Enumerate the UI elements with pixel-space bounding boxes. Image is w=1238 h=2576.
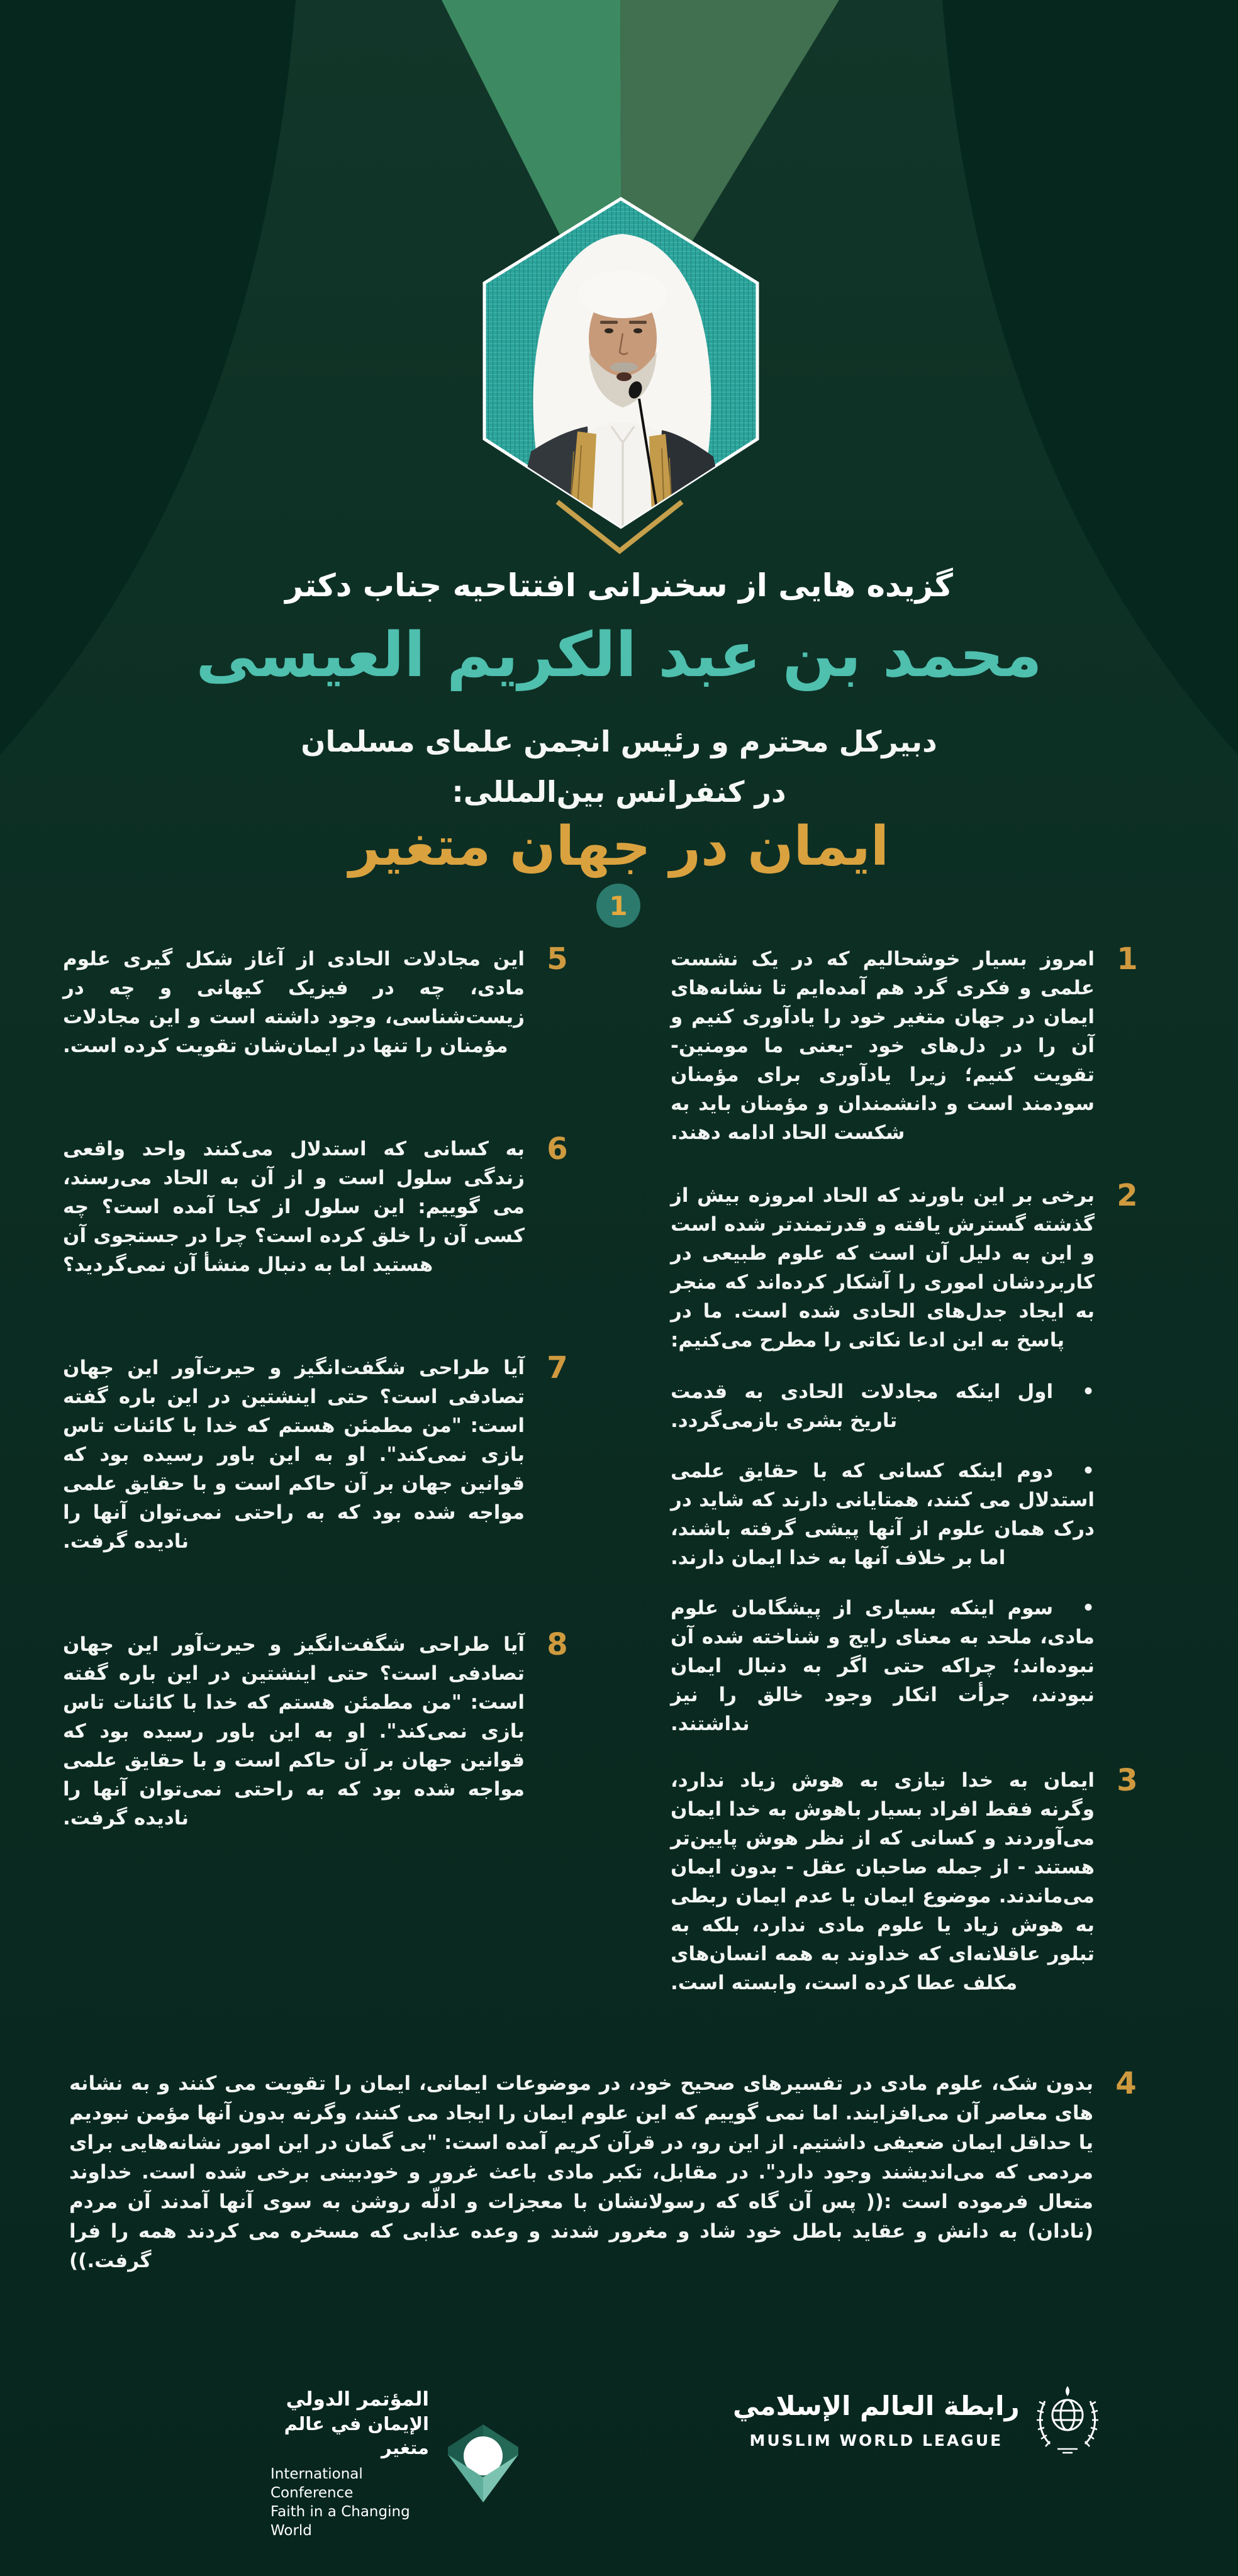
conference-logo-arabic-1: المؤتمر الدولي <box>286 2388 429 2411</box>
paragraph-6 <box>63 1131 574 1279</box>
paragraph-text: آیا طراحی شگفت‌انگیز و حیرت‌آور این جهان تصادفی است؟ حتی اینشتین در این باره گفته است: "من مطمئن هستم که خدا با کائنات تاس بازی نمی‌کند". او به این باور رسیده بود که قوانین جهان بر آن حاکم است و با حقایق علمی مواجه شده بود که به راحتی نمی‌توان آنها را نادیده گرفت. <box>63 1357 525 1553</box>
bullet-text: دوم اینکه کسانی که با حقایق علمی استدلال می کنند، همتایانی دارند که شاید در درک همان علوم از آنها پیشی گرفته باشند، اما بر خلاف آنها به خدا ایمان دارند. <box>671 1460 1095 1569</box>
paragraph-text: آیا طراحی شگفت‌انگیز و حیرت‌آور این جهان تصادفی است؟ حتی اینشتین در این باره گفته است: "من مطمئن هستم که خدا با کائنات تاس بازی نمی‌کند". او به این باور رسیده بود که قوانین جهان بر آن حاکم است و با حقایق علمی مواجه شده بود که به راحتی نمی‌توان آنها را نادیده گرفت. <box>63 1633 525 1829</box>
paragraph-8 <box>63 1627 574 1833</box>
paragraph-7 <box>63 1350 574 1556</box>
mwl-arabic-calligraphy: رابطة العالم الإسلامي <box>733 2390 1020 2421</box>
conference-title: ایمان در جهان متغیر <box>349 815 889 878</box>
bullet-item-2 <box>671 1457 1144 1572</box>
bullet-text: اول اینکه مجادلات الحادی به قدمت تاریخ بشری بازمی‌گردد. <box>671 1380 1054 1432</box>
bullet-icon: • <box>1082 1380 1095 1403</box>
kicker-line: گزیده هایی از سخنرانی افتتاحیه جناب دکتر <box>285 567 953 604</box>
paragraph-3 <box>671 1763 1144 1997</box>
paragraph-number: 8 <box>547 1627 568 1662</box>
slide-number: 1 <box>609 890 628 921</box>
conference-logo-english-1: International Conference <box>270 2466 363 2501</box>
paragraph-number: 7 <box>547 1350 568 1385</box>
paragraph-5 <box>63 941 574 1060</box>
paragraph-number: 2 <box>1117 1178 1138 1213</box>
paragraph-text: برخی بر این باورند که الحاد امروزه بیش از گذشته گسترش یافته و قدرتمندتر شده است و این به دلیل آن است که علوم طبیعی در کاربردشان اموری را آشکار کرده‌اند که منجر به ایجاد جدل‌های الحادی شده است. ما در پاسخ به این ادعا نکاتی را مطرح می‌کنیم: <box>671 1184 1095 1352</box>
paragraph-2 <box>671 1178 1144 1355</box>
paragraph-text: ایمان به خدا نیازی به هوش زیاد ندارد، وگرنه فقط افراد بسیار باهوش به خدا ایمان می‌آوردند و کسانی که از نظر هوش پایین‌تر هستند - از جمله صاحبان عقل - بدون ایمان می‌ماندند. موضوع ایمان یا عدم ایمان ربطی به هوش زیاد یا علوم مادی ندارد، بلکه به تبلور عاقلانه‌ای که خداوند به همه انسان‌های مکلف عطا کرده است، وابسته است. <box>671 1769 1095 1994</box>
conference-logo-english-2: Faith in a Changing World <box>270 2504 410 2539</box>
conference-logo-arabic-2: الإيمان في عالم متغير <box>284 2413 429 2458</box>
teal-gem-icon <box>445 2422 521 2505</box>
chevron-down-icon <box>552 498 687 556</box>
bullet-text: سوم اینکه بسیاری از پیشگامان علوم مادی، ملحد به معنای رایج و شناخته شده آن نبوده‌اند؛ چراکه حتی اگر به دنبال ایمان نبودند، جرأت انکار وجود خالق را نیز نداشتند. <box>671 1597 1095 1735</box>
mwl-english-name: MUSLIM WORLD LEAGUE <box>749 2431 1003 2450</box>
speaker-role-line2: در کنفرانس بین‌المللی: <box>452 775 786 809</box>
column-left <box>63 941 574 1833</box>
paragraph-number: 5 <box>547 941 568 977</box>
bullet-icon: • <box>1082 1460 1095 1482</box>
conference-logo <box>270 2387 521 2540</box>
paragraph-text: بدون شک، علوم مادی در تفسیرهای صحیح خود، در موضوعات ایمانی، ایمان را تقویت می کنند و به نشانه های معاصر آن می‌افزایند. اما نمی گوییم که این علوم ایمان را ایجاد می کنند، وگرنه بدون آنها مؤمن نبودیم یا حداقل ایمان ضعیفی داشتیم. از این رو، در قرآن کریم آمده است: "بی گمان در این امور نشانه‌هایی برای مردمی که می‌اندیشند وجود دارد". در مقابل، تکبر مادی باعث غرور و خودبینی برخی شده است. خداوند متعال فرموده است :(( پس آن گاه که رسولانشان با معجزات و ادلّه روشن به سوی آنها آمدند آن مردم (نادان) به دانش و عقاید باطل خود شاد و مغرور شدند و وعده عذابی که مسخره می کردند همه را فرا گرفت.)) <box>69 2072 1093 2272</box>
paragraph-text: امروز بسیار خوشحالیم که در یک نشست علمی و فکری گرد هم آمده‌ایم تا نشانه‌های ایمان در جهان متغیر خود را یادآوری کنیم و آن را در دل‌های خود -یعنی ما مومنین- تقویت کنیم؛ زیرا یادآوری برای مؤمنان سودمند است و دانشمندان و مؤمنان باید به شکست الحاد ادامه دهند. <box>671 948 1095 1144</box>
mwl-logo-text <box>733 2390 1020 2450</box>
bullet-icon: • <box>1082 1597 1095 1619</box>
paragraph-text: این مجادلات الحادی از آغاز شکل گیری علوم مادی، چه در فیزیک کیهانی و چه در زیست‌شناسی، وجود داشته است و این مجادلات مؤمنان را تنها در ایمان‌شان تقویت کرده است. <box>63 948 525 1057</box>
globe-wreath-icon <box>1032 2382 1103 2457</box>
paragraph-1 <box>671 941 1144 1147</box>
paragraph-4 <box>69 2066 1142 2276</box>
bullet-item-1 <box>671 1377 1144 1435</box>
bullet-item-3 <box>671 1594 1144 1738</box>
paragraph-number: 1 <box>1117 941 1138 977</box>
column-right <box>671 941 1144 1997</box>
conference-logo-text <box>270 2387 429 2540</box>
paragraph-number: 3 <box>1117 1763 1138 1798</box>
paragraph-number: 4 <box>1115 2066 1137 2101</box>
speaker-role-line1: دبیرکل محترم و رئیس انجمن علمای مسلمان <box>301 724 937 758</box>
slide-number-badge <box>596 884 640 928</box>
paragraph-number: 6 <box>547 1131 568 1167</box>
speaker-name: محمد بن عبد الکریم العیسی <box>196 619 1042 691</box>
mwl-logo <box>733 2382 1103 2457</box>
paragraph-text: به کسانی که استدلال می‌کنند واحد واقعی زندگی سلول است و از آن به الحاد می‌رسند، می گوییم: این سلول از کجا آمده است؟ چه کسی آن را خلق کرده است؟ چرا در جستجوی آن هستید اما به دنبال منشأ آن نمی‌گردید؟ <box>63 1138 525 1276</box>
